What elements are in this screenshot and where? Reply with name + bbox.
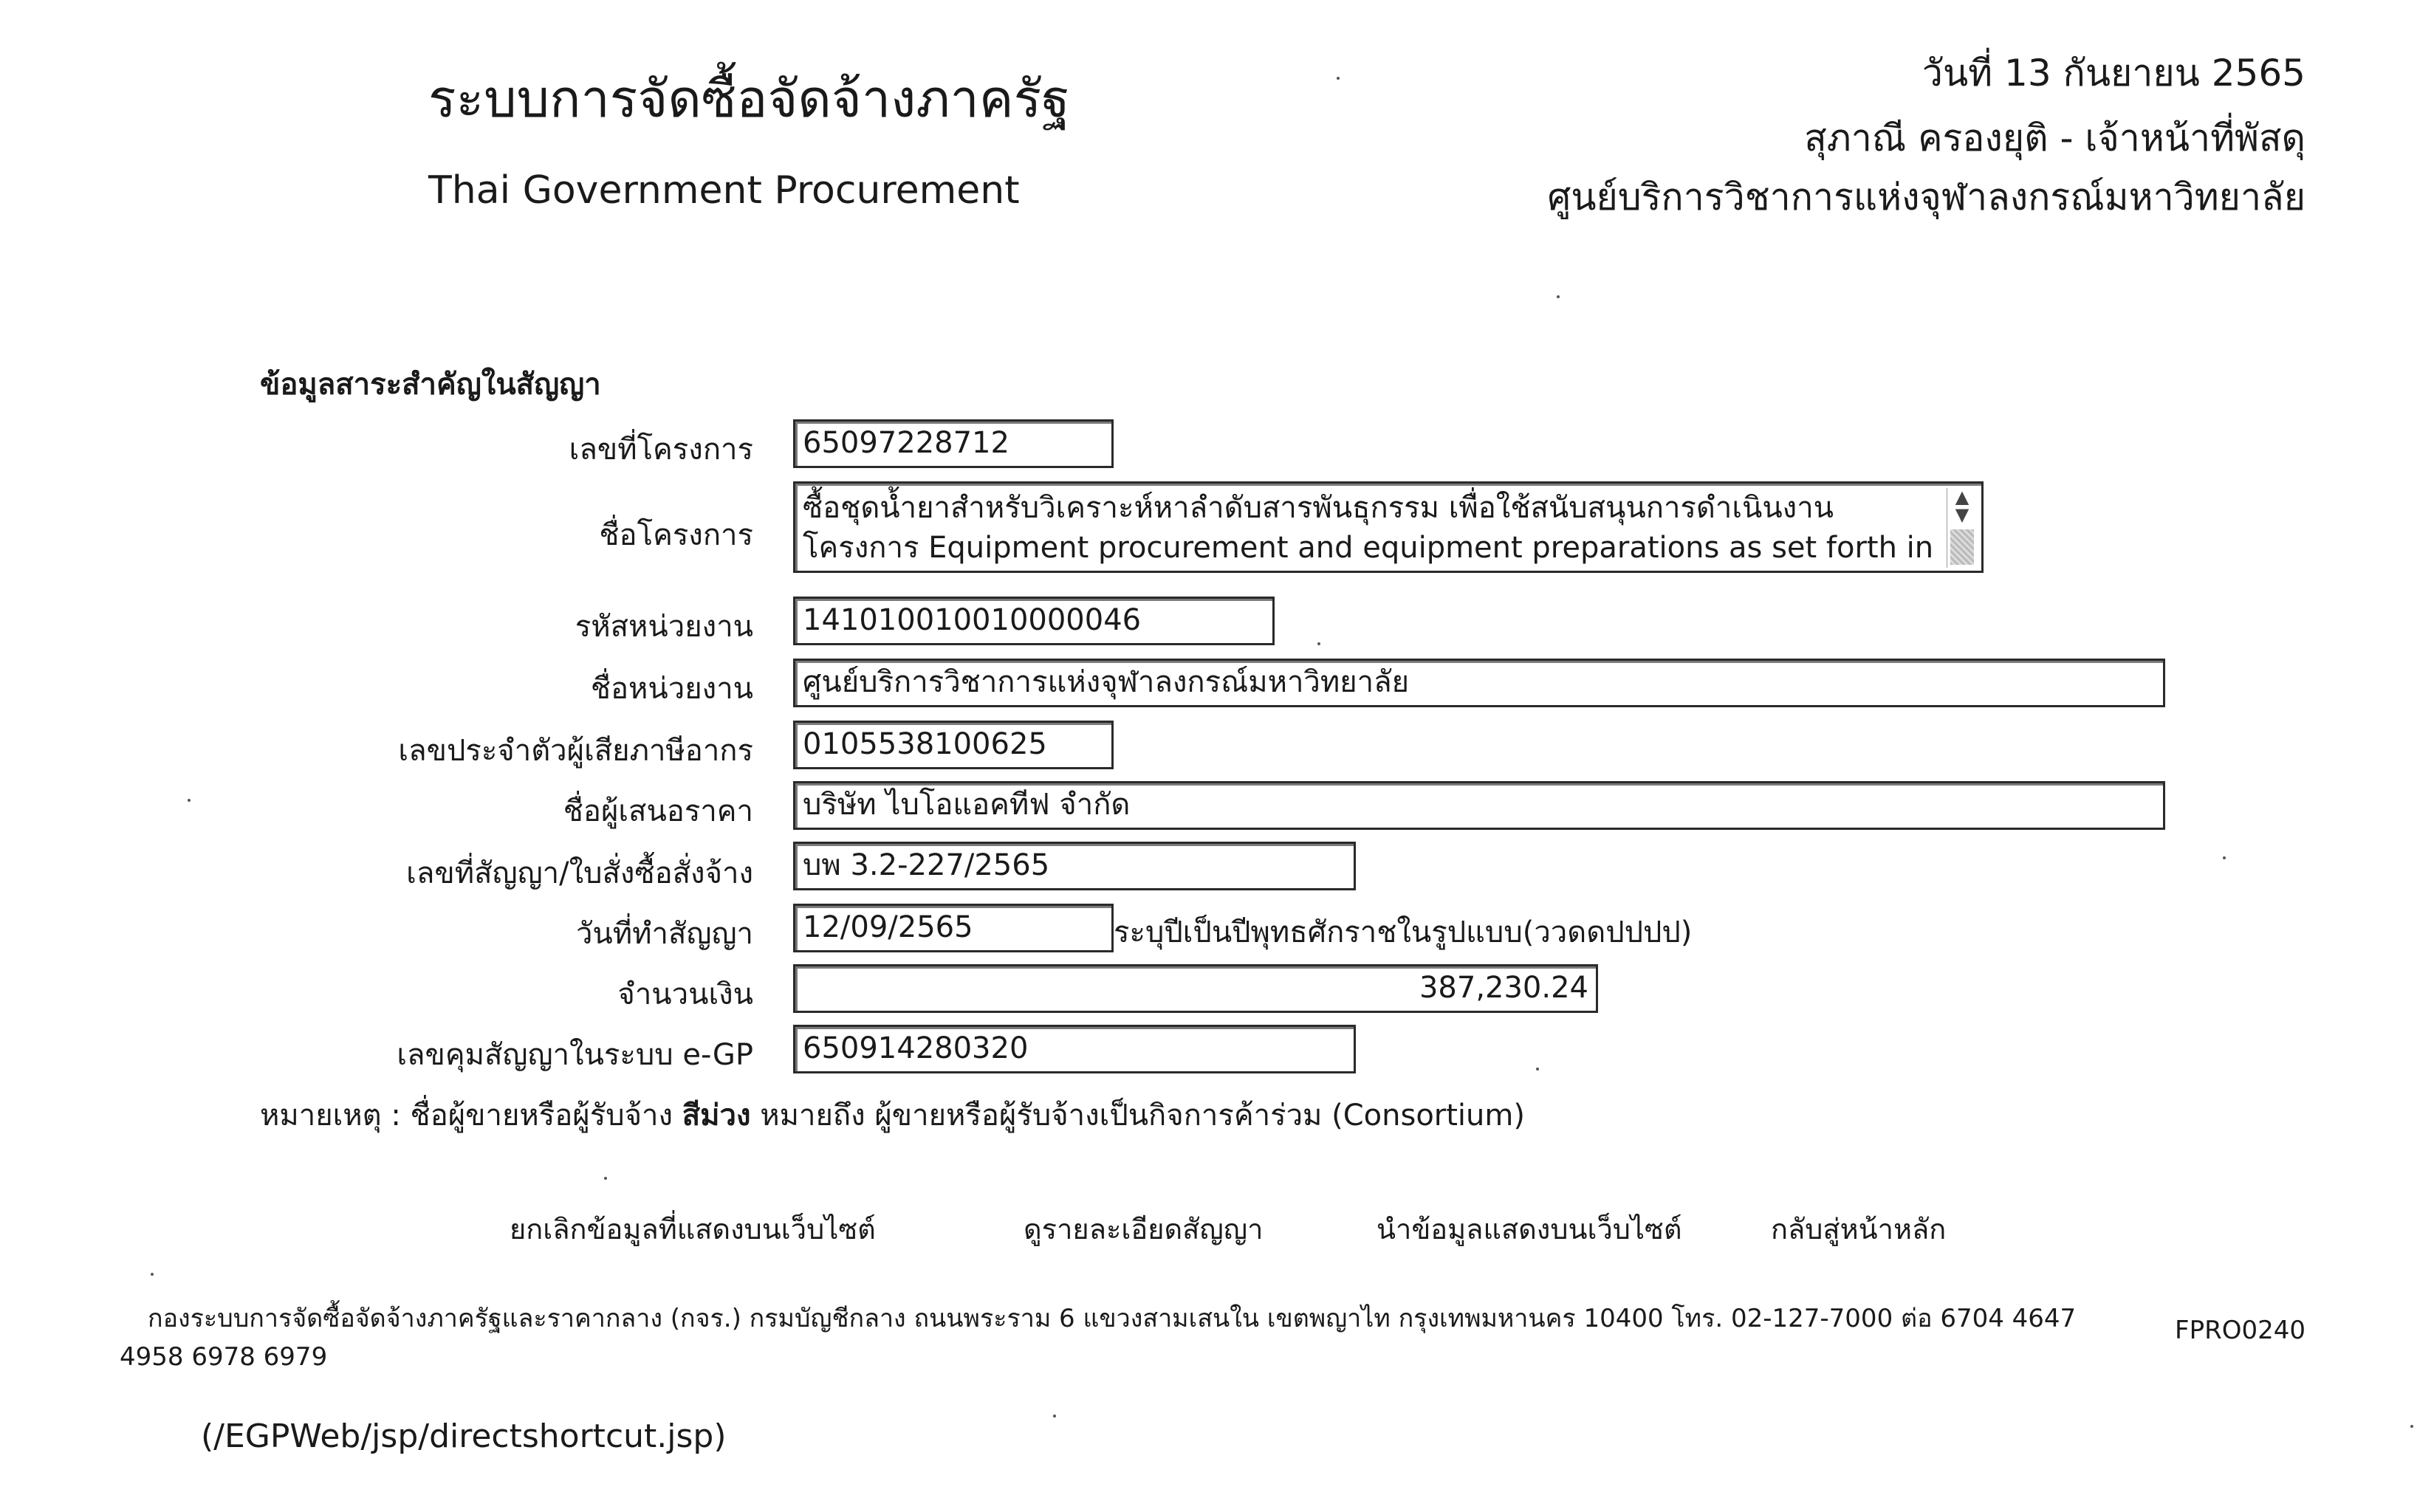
- view-contract-details-link[interactable]: ดูรายละเอียดสัญญา: [1024, 1213, 1264, 1245]
- project-name-textarea[interactable]: [793, 481, 1984, 573]
- scan-speck: [1317, 642, 1320, 645]
- project-name-line-1: ซื้อชุดน้ำยาสำหรับวิเคราะห์หาลำดับสารพันธุกรรม เพื่อใช้สนับสนุนการดำเนินงาน: [803, 491, 1834, 525]
- bidder-name-label: ชื่อผู้เสนอราคา: [563, 794, 753, 828]
- egp-control-no-field[interactable]: 650914280320: [793, 1025, 1356, 1073]
- scroll-thumb[interactable]: [1950, 529, 1974, 565]
- contract-no-field[interactable]: บพ 3.2-227/2565: [793, 842, 1356, 890]
- back-to-home-link[interactable]: กลับสู่หน้าหลัก: [1771, 1213, 1947, 1245]
- footer-address-line-1: กองระบบการจัดซื้อจัดจ้างภาครัฐและราคากลาง (กจร.) กรมบัญชีกลาง ถนนพระราม 6 แขวงสามเสนใน เขตพญาไท กรุงเทพมหานคร 10400 โทร. 02-127-7000 ต่อ 6704 4647: [148, 1304, 2077, 1333]
- scan-speck: [2410, 1425, 2413, 1428]
- agency-name-field[interactable]: ศูนย์บริการวิชาการแห่งจุฬาลงกรณ์มหาวิทยาลัย: [793, 659, 2165, 707]
- scan-speck: [151, 1273, 154, 1276]
- note-highlight: สีม่วง: [682, 1099, 751, 1133]
- scroll-up-icon[interactable]: ▲: [1955, 487, 1970, 507]
- publish-to-website-link[interactable]: นำข้อมูลแสดงบนเว็บไซต์: [1377, 1213, 1682, 1245]
- scan-speck: [604, 1177, 607, 1180]
- scan-speck: [1053, 1415, 1056, 1418]
- bidder-name-field[interactable]: บริษัท ไบโอแอคทีฟ จำกัด: [793, 781, 2165, 830]
- consortium-note: [260, 1091, 1525, 1138]
- contract-no-label: เลขที่สัญญา/ใบสั่งซื้อสั่งจ้าง: [406, 856, 753, 890]
- agency-name-label: ชื่อหน่วยงาน: [590, 672, 753, 706]
- scan-speck: [188, 799, 191, 802]
- tax-id-field[interactable]: 0105538100625: [793, 721, 1114, 769]
- project-name-label: ชื่อโครงการ: [599, 518, 753, 552]
- project-name-line-2: โครงการ Equipment procurement and equipment preparations as set forth in: [803, 531, 1934, 565]
- system-title-english: Thai Government Procurement: [428, 168, 1020, 213]
- scroll-arrows-icon[interactable]: [1947, 488, 1977, 525]
- contract-date-field[interactable]: 12/09/2565: [793, 904, 1114, 952]
- scan-speck: [1337, 77, 1340, 80]
- note-prefix: หมายเหตุ : ชื่อผู้ขายหรือผู้รับจ้าง: [260, 1099, 673, 1133]
- header-organization: ศูนย์บริการวิชาการแห่งจุฬาลงกรณ์มหาวิทยาลัย: [1547, 176, 2306, 219]
- tax-id-label: เลขประจำตัวผู้เสียภาษีอากร: [398, 734, 753, 768]
- scan-speck: [2223, 856, 2226, 859]
- amount-field[interactable]: 387,230.24: [793, 964, 1598, 1013]
- project-no-field[interactable]: 65097228712: [793, 419, 1114, 468]
- amount-label: จำนวนเงิน: [617, 977, 753, 1011]
- project-no-label: เลขที่โครงการ: [569, 433, 753, 467]
- header-user: สุภาณี ครองยุติ - เจ้าหน้าที่พัสดุ: [1804, 117, 2306, 159]
- header-date: วันที่ 13 กันยายน 2565: [1922, 52, 2306, 94]
- scan-speck: [1536, 1068, 1539, 1071]
- page-url: (/EGPWeb/jsp/directshortcut.jsp): [201, 1418, 727, 1455]
- agency-code-field[interactable]: 141010010010000046: [793, 597, 1275, 645]
- scroll-down-icon[interactable]: ▼: [1955, 504, 1970, 525]
- agency-code-label: รหัสหน่วยงาน: [575, 610, 753, 644]
- section-title: ข้อมูลสาระสำคัญในสัญญา: [260, 368, 601, 402]
- system-title-thai: ระบบการจัดซื้อจัดจ้างภาครัฐ: [428, 69, 1070, 129]
- footer-address-line-2: 4958 6978 6979: [120, 1342, 328, 1372]
- contract-date-hint: ระบุปีเป็นปีพุทธศักราชในรูปแบบ(ววดดปปปป): [1114, 915, 1693, 949]
- note-suffix: หมายถึง ผู้ขายหรือผู้รับจ้างเป็นกิจการค้าร่วม (Consortium): [760, 1099, 1525, 1133]
- egp-control-no-label: เลขคุมสัญญาในระบบ e-GP: [397, 1038, 753, 1072]
- textarea-scrollbar[interactable]: [1947, 488, 1977, 568]
- contract-date-label: วันที่ทำสัญญา: [575, 917, 753, 951]
- page-code: FPRO0240: [2175, 1316, 2306, 1345]
- scan-speck: [1557, 295, 1560, 298]
- cancel-display-link[interactable]: ยกเลิกข้อมูลที่แสดงบนเว็บไซต์: [510, 1213, 876, 1245]
